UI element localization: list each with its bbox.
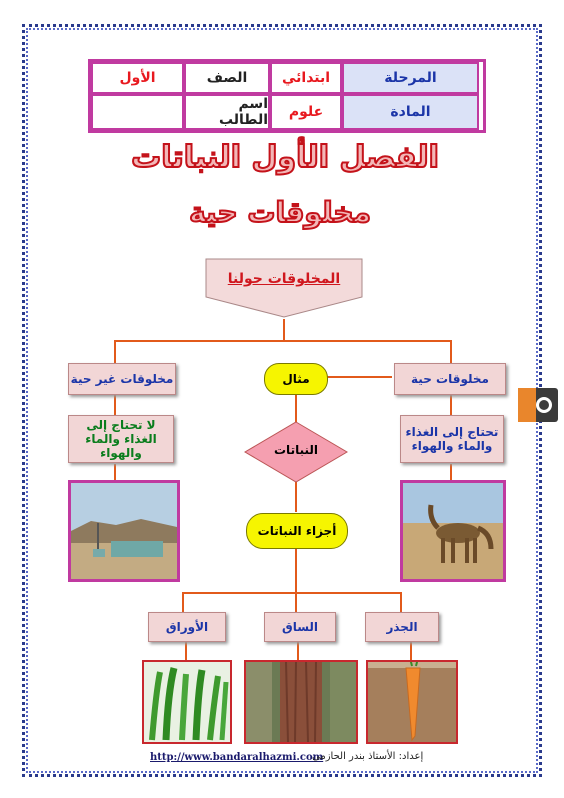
camera-icon-shape xyxy=(518,386,560,424)
root-label: المخلوقات حولنا xyxy=(227,271,341,287)
connector xyxy=(283,319,285,341)
camel-photo xyxy=(400,480,506,582)
subject-value: علوم xyxy=(270,94,342,130)
connector xyxy=(297,640,299,660)
building-photo xyxy=(68,480,180,582)
student-label: اسم الطالب xyxy=(184,94,270,130)
grade-value: الأول xyxy=(91,62,184,94)
stage-value: ابتدائي xyxy=(270,62,342,94)
connector xyxy=(114,340,452,342)
root-box-shape xyxy=(204,257,364,319)
living-box: مخلوقات حية xyxy=(394,363,506,395)
plants-label: النباتات xyxy=(274,443,318,457)
plant-parts-pill: أجزاء النباتات xyxy=(246,513,348,549)
grade-label: الصف xyxy=(184,62,270,94)
connector xyxy=(114,464,116,480)
header-table xyxy=(88,59,486,133)
plants-diamond xyxy=(244,421,348,483)
connector xyxy=(295,548,297,594)
nonliving-needs-box: لا تحتاج إلى الغذاء والماء والهواء xyxy=(68,415,174,463)
connector xyxy=(114,393,116,415)
stem-photo xyxy=(244,660,358,744)
connector xyxy=(400,592,402,612)
connector xyxy=(295,592,297,612)
footer-author: إعداد: الأستاذ بندر الحازمي xyxy=(312,751,424,762)
student-name-field[interactable] xyxy=(91,94,184,130)
root-photo xyxy=(366,660,458,744)
connector xyxy=(182,592,184,612)
connector xyxy=(182,592,402,594)
camera-icon[interactable] xyxy=(518,386,560,424)
living-needs-box: تحتاج إلى الغذاء والماء والهواء xyxy=(400,415,504,463)
connector xyxy=(295,393,297,423)
root-image xyxy=(368,662,456,742)
stem-image xyxy=(246,662,356,742)
nonliving-box: مخلوقات غير حية xyxy=(68,363,176,395)
connector xyxy=(185,640,187,660)
footer-url-link[interactable]: http://www.bandaralhazmi.com xyxy=(150,752,324,763)
leaves-image xyxy=(144,662,230,742)
camel-image xyxy=(403,483,503,579)
connector xyxy=(114,340,116,364)
connector xyxy=(325,376,392,378)
leaves-photo xyxy=(142,660,232,744)
root-box xyxy=(204,257,364,319)
stem-box: الساق xyxy=(264,612,336,642)
root-part-box: الجذر xyxy=(365,612,439,642)
connector xyxy=(295,482,297,512)
example-pill: مثال xyxy=(264,363,328,395)
leaves-box: الأوراق xyxy=(148,612,226,642)
chapter-title: الفصل الأول النباتات xyxy=(131,140,439,175)
stage-label: المرحلة xyxy=(342,62,479,94)
subject-label: المادة xyxy=(342,94,479,130)
lesson-title: مخلوقات حية xyxy=(189,196,371,229)
connector xyxy=(450,340,452,364)
connector xyxy=(410,640,412,660)
building-image xyxy=(71,483,177,579)
connector xyxy=(450,393,452,415)
connector xyxy=(450,464,452,480)
